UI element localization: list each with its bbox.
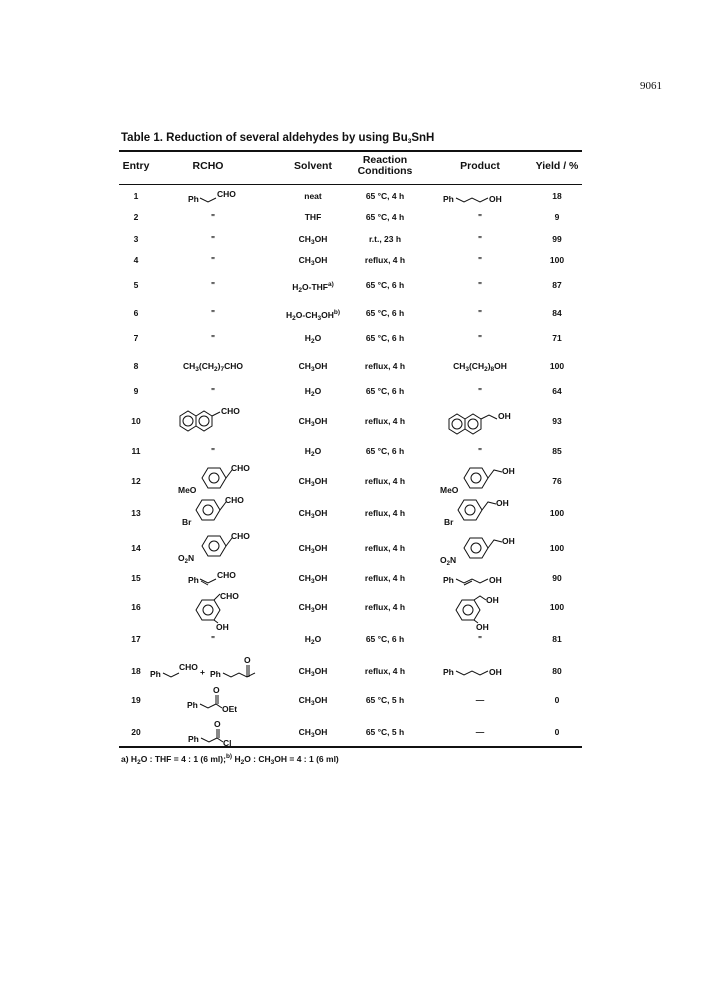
plus-label: + (200, 667, 205, 677)
conditions-cell: 65 °C, 5 h (365, 727, 405, 737)
structure-4-bromobenzyl-alcohol (444, 492, 524, 528)
entry-cell: 10 (131, 416, 141, 426)
yield-cell: 76 (552, 476, 562, 486)
conditions-cell: 65 °C, 4 h (365, 212, 405, 222)
yield-cell: 64 (552, 386, 562, 396)
cl-label: Cl (223, 738, 232, 748)
rcho-cell: " (210, 634, 216, 644)
conditions-cell: 65 °C, 5 h (365, 695, 405, 705)
oh-label: OH (489, 667, 502, 677)
ph-label: Ph (443, 194, 454, 204)
yield-cell: 80 (552, 666, 562, 676)
yield-cell: 18 (552, 191, 562, 201)
entry-cell: 4 (133, 255, 139, 265)
entry-cell: 11 (131, 446, 141, 456)
solvent-cell: $CH_3OH$ (298, 508, 328, 520)
cho-label: CHO (231, 531, 250, 541)
structure-4-bromobenzaldehyde (182, 492, 262, 528)
o2n-label: $O_2N$ (178, 553, 195, 565)
structure-phenylpropanol (443, 190, 513, 206)
product-cell: " (477, 446, 483, 456)
header-rcho: RCHO (192, 160, 224, 172)
entry-cell: 17 (131, 634, 141, 644)
structure-cinnamyl-alcohol (443, 571, 513, 587)
entry-cell: 13 (131, 508, 141, 518)
oh-label: OH (502, 466, 515, 476)
ph-label: Ph (188, 734, 199, 744)
structure-2-naphthaldehyde (172, 404, 252, 438)
ph-label: Ph (187, 700, 198, 710)
ph-label: Ph (150, 669, 161, 679)
entry-cell: 7 (133, 333, 139, 343)
yield-cell: 93 (552, 416, 562, 426)
structure-acid-chloride (188, 718, 258, 748)
cho-label: CHO (217, 570, 236, 580)
header-yield: Yield / % (535, 160, 579, 172)
entry-cell: 2 (133, 212, 139, 222)
carbonyl-o-label: O (244, 655, 251, 665)
structure-cinnamaldehyde (188, 571, 248, 587)
ph-label: Ph (210, 669, 221, 679)
product-cell: " (477, 280, 483, 290)
product-cell: " (477, 308, 483, 318)
structure-hydrocinnamaldehyde (188, 190, 248, 206)
solvent-cell: $H_2O$ (304, 634, 322, 646)
yield-cell: 87 (552, 280, 562, 290)
solvent-cell: $CH_3OH$ (298, 416, 328, 428)
entry-cell: 20 (131, 727, 141, 737)
solvent-cell: $CH_3OH$ (298, 602, 328, 614)
br-label: Br (182, 517, 192, 527)
yield-cell: 90 (552, 573, 562, 583)
solvent-cell: $CH_3OH$ (298, 234, 328, 246)
solvent-cell: $CH_3OH$ (298, 727, 328, 739)
conditions-cell: reflux, 4 h (364, 543, 406, 553)
rcho-cell: " (210, 280, 216, 290)
rcho-cell: " (210, 446, 216, 456)
oh-label: OH (216, 622, 229, 632)
yield-cell: 81 (552, 634, 562, 644)
ph-label: Ph (188, 575, 199, 585)
solvent-cell: $CH_3OH$ (298, 476, 328, 488)
table-top-rule (119, 150, 582, 152)
product-cell: — (475, 695, 485, 705)
product-cell: " (477, 212, 483, 222)
conditions-cell: reflux, 4 h (364, 255, 406, 265)
header-conditions (350, 155, 420, 177)
yield-cell: 0 (554, 695, 560, 705)
header-conditions-line2: Conditions (357, 165, 413, 177)
cho-label: CHO (220, 591, 239, 601)
conditions-cell: reflux, 4 h (364, 416, 406, 426)
header-conditions-line1: Reaction (362, 154, 408, 166)
yield-cell: 9 (554, 212, 560, 222)
conditions-cell: 65 °C, 6 h (365, 280, 405, 290)
cho-label: CHO (221, 406, 240, 416)
product-cell: " (477, 333, 483, 343)
rcho-cell: " (210, 308, 216, 318)
entry-cell: 15 (131, 573, 141, 583)
carbonyl-o-label: O (214, 719, 221, 729)
cho-label: CHO (231, 463, 250, 473)
yield-cell: 84 (552, 308, 562, 318)
yield-cell: 85 (552, 446, 562, 456)
structure-phenylpropanol-18 (443, 663, 513, 679)
solvent-cell: $CH_3OH$ (298, 255, 328, 267)
cho-label: CHO (217, 189, 236, 199)
structure-aldehyde-ketone-mixture (150, 651, 280, 681)
structure-2-naphthylmethanol (443, 407, 523, 441)
entry-cell: 19 (131, 695, 141, 705)
entry-cell: 14 (131, 543, 141, 553)
structure-4-methoxybenzyl-alcohol (440, 460, 520, 496)
entry-cell: 18 (131, 666, 141, 676)
conditions-cell: 65 °C, 6 h (365, 386, 405, 396)
rcho-cell: " (210, 234, 216, 244)
structure-4-nitrobenzyl-alcohol (440, 530, 520, 566)
carbonyl-o-label: O (213, 685, 220, 695)
conditions-cell: 65 °C, 4 h (365, 191, 405, 201)
ph-label: Ph (443, 667, 454, 677)
solvent-cell: $CH_3OH$ (298, 666, 328, 678)
entry-cell: 8 (133, 361, 139, 371)
rcho-cell: " (210, 255, 216, 265)
br-label: Br (444, 517, 454, 527)
yield-cell: 0 (554, 727, 560, 737)
entry-cell: 6 (133, 308, 139, 318)
structure-salicyl-alcohol (450, 590, 520, 630)
conditions-cell: reflux, 4 h (364, 508, 406, 518)
ph-label: Ph (188, 194, 199, 204)
product-cell: " (477, 234, 483, 244)
entry-cell: 9 (133, 386, 139, 396)
solvent-cell: $H_2O-THF^{a)}$ (292, 281, 334, 294)
solvent-cell: $CH_3OH$ (298, 573, 328, 585)
structure-ethyl-ester (187, 684, 257, 714)
header-product: Product (460, 160, 500, 172)
conditions-cell: 65 °C, 6 h (365, 333, 405, 343)
oh-label: OH (502, 536, 515, 546)
conditions-cell: reflux, 4 h (364, 666, 406, 676)
solvent-cell: neat (304, 191, 322, 201)
yield-cell: 100 (549, 255, 565, 265)
yield-cell: 100 (549, 508, 565, 518)
yield-cell: 99 (552, 234, 562, 244)
conditions-cell: reflux, 4 h (364, 361, 406, 371)
product-cell: — (475, 727, 485, 737)
oh-label: OH (489, 575, 502, 585)
entry-cell: 12 (131, 476, 141, 486)
rcho-cell: $CH_3(CH_2)_7CHO$ (183, 361, 243, 373)
entry-cell: 16 (131, 602, 141, 612)
o2n-label: $O_2N$ (440, 555, 457, 567)
entry-cell: 1 (133, 191, 139, 201)
solvent-cell: $CH_3OH$ (298, 361, 328, 373)
meo-label: MeO (440, 485, 459, 495)
header-entry: Entry (122, 160, 150, 172)
conditions-cell: 65 °C, 6 h (365, 308, 405, 318)
structure-salicylaldehyde (190, 590, 260, 630)
conditions-cell: 65 °C, 6 h (365, 634, 405, 644)
rcho-cell: " (210, 212, 216, 222)
table-title-text: Table 1. Reduction of several aldehydes by using $Bu_3SnH$ (121, 132, 435, 145)
cho-label: CHO (179, 662, 198, 672)
structure-4-nitrobenzaldehyde (178, 528, 258, 564)
conditions-cell: reflux, 4 h (364, 602, 406, 612)
entry-cell: 5 (133, 280, 139, 290)
product-cell: $CH_3(CH_2)_8OH$ (453, 361, 507, 373)
table-header-rule (119, 184, 582, 185)
ph-label: Ph (443, 575, 454, 585)
product-cell: " (477, 255, 483, 265)
oh-label: OH (496, 498, 509, 508)
conditions-cell: reflux, 4 h (364, 476, 406, 486)
oet-label: OEt (222, 704, 238, 714)
oh-label: OH (489, 194, 502, 204)
page-number: 9061 (640, 80, 662, 92)
rcho-cell: " (210, 386, 216, 396)
rcho-cell: " (210, 333, 216, 343)
solvent-cell: $H_2O$ (304, 386, 322, 398)
yield-cell: 71 (552, 333, 562, 343)
yield-cell: 100 (549, 361, 565, 371)
header-solvent: Solvent (294, 160, 332, 172)
solvent-cell: $CH_3OH$ (298, 695, 328, 707)
solvent-cell: $H_2O-CH_3OH^{b)}$ (285, 309, 340, 322)
yield-cell: 100 (549, 602, 565, 612)
entry-cell: 3 (133, 234, 139, 244)
solvent-cell: THF (304, 212, 322, 222)
cho-label: CHO (225, 495, 244, 505)
product-cell: " (477, 634, 483, 644)
meo-label: MeO (178, 485, 197, 495)
solvent-cell: $H_2O$ (304, 333, 322, 345)
conditions-cell: 65 °C, 6 h (365, 446, 405, 456)
oh-label: OH (498, 411, 511, 421)
conditions-cell: r.t., 23 h (368, 234, 402, 244)
product-cell: " (477, 386, 483, 396)
solvent-cell: $CH_3OH$ (298, 543, 328, 555)
conditions-cell: reflux, 4 h (364, 573, 406, 583)
table-title (121, 132, 434, 145)
oh-label: OH (486, 595, 499, 605)
structure-4-methoxybenzaldehyde (178, 460, 258, 496)
table-footnote: a) $H_2O$ : THF = 4 : 1 (6 ml);$^{b)}$ $H_2O$ : $CH_3OH = 4$ : 1 (6 ml) (121, 753, 339, 766)
solvent-cell: $H_2O$ (304, 446, 322, 458)
oh-label: OH (476, 622, 489, 632)
yield-cell: 100 (549, 543, 565, 553)
